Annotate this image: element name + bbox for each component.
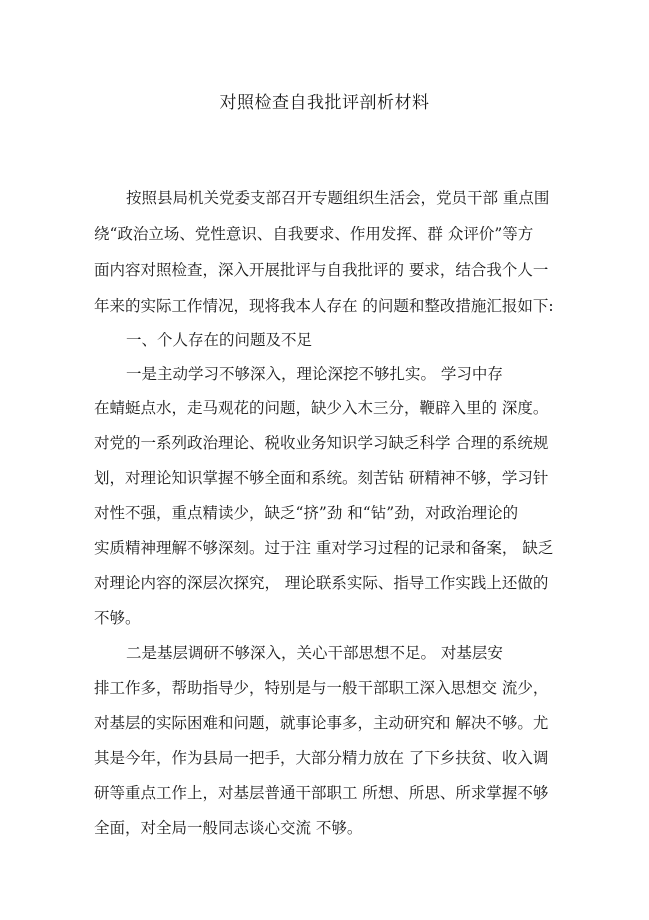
paragraph-line: 年来的实际工作情况，现将我本人存在 的问题和整改措施汇报如下: [94,297,554,315]
paragraph-line: 对基层的实际困难和问题，就事论事多，主动研究和 解决不够。尤 [94,714,549,732]
paragraph-line: 排工作多，帮助指导少，特别是与一般干部职工深入思想交 流少， [94,679,549,697]
paragraph-line: 按照县局机关党委支部召开专题组织生活会，党员干部 重点围 [126,189,550,207]
paragraph-line: 不够。 [94,609,141,627]
paragraph-line: 对理论内容的深层次探究， 理论联系实际、指导工作实践上还做的 [94,574,549,592]
paragraph-line: 在蜻蜓点水，走马观花的问题，缺少入木三分，鞭辟入里的 深度。 [94,399,549,417]
paragraph-line: 对性不强，重点精读少，缺乏“挤”劲 和“钻”劲，对政治理论的 [94,504,519,522]
document-title: 对照检查自我批评剖析材料 [219,93,430,113]
paragraph-line: 二是基层调研不够深入，关心干部思想不足。 对基层安 [126,644,503,662]
paragraph-line: 对党的一系列政治理论、税收业务知识学习缺乏科学 合理的系统规 [94,434,549,452]
section-heading: 一、个人存在的问题及不足 [126,331,313,349]
paragraph-line: 实质精神理解不够深刻。过于注 重对学习过程的记录和备案， 缺乏 [94,539,554,557]
paragraph-line: 研等重点工作上，对基层普通干部职工 所想、所思、所求掌握不够 [94,784,549,802]
paragraph-line: 一是主动学习不够深入，理论深挖不够扎实。 学习中存 [126,365,503,383]
paragraph-line: 其是今年，作为县局一把手，大部分精力放在 了下乡扶贫、收入调 [94,749,549,767]
paragraph-line: 全面，对全局一般同志谈心交流 不够。 [94,819,363,837]
paragraph-line: 划，对理论知识掌握不够全面和系统。刻苦钻 研精神不够，学习针 [94,469,549,487]
paragraph-line: 面内容对照检查，深入开展批评与自我批评的 要求，结合我个人一 [94,261,549,279]
paragraph-line: 绕“政治立场、党性意识、自我要求、作用发挥、群 众评价”等方 [94,225,534,243]
